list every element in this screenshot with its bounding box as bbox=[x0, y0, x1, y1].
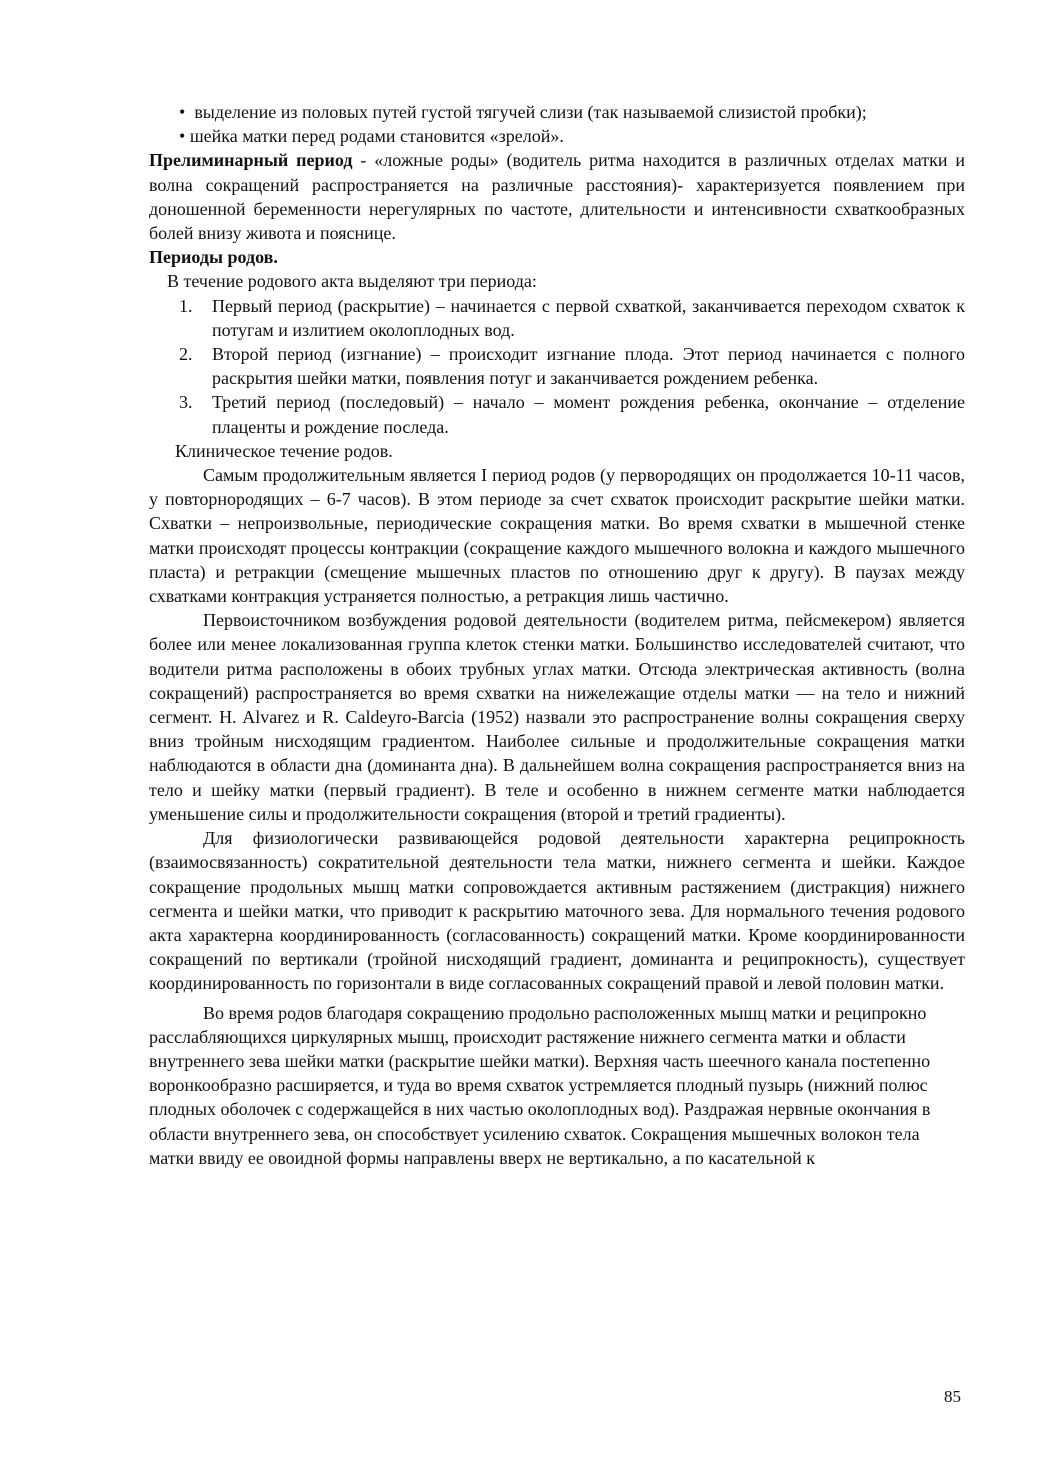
preliminary-period-text: - «ложные роды» (водитель ритма находится в различных отделах матки и волна сокращений распространяется на различные расстояния)- характеризуется появлением при доношенной беременности нерегулярных по частоте, длительности и интенсивности схваткообразных болей внизу живота и пояснице. bbox=[149, 150, 965, 244]
body-paragraph-first-period: Самым продолжительным является I период родов (у первородящих он продолжается 10-11 часов, у повторнородящих – 6-7 часов). В этом периоде за счет схваток происходит раскрытие шейки матки. Схватки – непроизвольные, периодические сокращения матки. Во время схватки в мышечной стенке матки происходят процессы контракции (сокращение каждого мышечного волокна и каждого мышечного пласта) и ретракции (смещение мышечных пластов по отношению друг к другу). В паузах между схватками контракция устраняется полностью, а ретракция лишь частично. bbox=[149, 465, 965, 607]
body-paragraph-pacemaker: Первоисточником возбуждения родовой деятельности (водителем ритма, пейсмекером) является более или менее локализованная группа клеток стенки матки. Большинство исследователей считают, что водители ритма расположены в обоих трубных углах матки. Отсюда электрическая активность (волна сокращений) распространяется во время схватки на нижележащие отделы матки — на тело и нижний сегмент. H. Alvarez и R. Caldeyro-Barcia (1952) назвали это распространение волны сокращения сверху вниз тройным нисходящим градиентом. Наиболее сильные и продолжительные сокращения матки наблюдаются в области дна (доминанта дна). В дальнейшем волна сокращения распространяется вниз на тело и шейку матки (первый градиент). В теле и особенно в нижнем сегменте матки наблюдается уменьшение силы и продолжительности сокращения (второй и третий градиенты). bbox=[149, 610, 965, 824]
period-number: 3. bbox=[179, 392, 193, 413]
preliminary-period-term: Прелиминарный период bbox=[149, 150, 353, 171]
body-paragraph-cervix-dilation: Во время родов благодаря сокращению продольно расположенных мышц матки и реципрокно расслабляющихся циркулярных мышц, происходит растяжение нижнего сегмента матки и области внутреннего зева шейки матки (раскрытие шейки матки). Верхняя часть шеечного канала постепенно воронкообразно расширяется, и туда во время схваток устремляется плодный пузырь (нижний полюс плодных оболочек с содержащейся в них частью околоплодных вод). Раздражая нервные окончания в области внутреннего зева, он способствует усилению схваток. Сокращения мышечных волокон тела матки ввиду ее овоидной формы направлены вверх не вертикально, а по касательной к bbox=[149, 1002, 931, 1168]
period-text: Второй период (изгнание) – происходит изгнание плода. Этот период начинается с полного раскрытия шейки матки, появления потуг и заканчивается рождением ребенка. bbox=[212, 344, 965, 389]
body-paragraph-reciprocity: Для физиологически развивающейся родовой деятельности характерна реципрокность (взаимосвязанность) сократительной деятельности тела матки, нижнего сегмента и шейки. Каждое сокращение продольных мышц матки сопровождается активным растяжением (дистракция) нижнего сегмента и шейки матки, что приводит к раскрытию маточного зева. Для нормального течения родового акта характерна координированность (согласованность) сокращений матки. Кроме координированности сокращений по вертикали (тройной нисходящий градиент, доминанта и реципрокность), существует координированность по горизонтали в виде согласованных сокращений правой и левой половин матки. bbox=[149, 828, 965, 994]
preliminary-period-paragraph bbox=[149, 148, 965, 245]
periods-list bbox=[149, 294, 965, 439]
bullet-marker: • bbox=[179, 102, 186, 122]
period-text: Третий период (последовый) – начало – момент рождения ребенка, окончание – отделение плаценты и рождение последа. bbox=[212, 392, 965, 437]
periods-intro: В течение родового акта выделяют три периода: bbox=[167, 271, 537, 292]
page-content bbox=[149, 100, 965, 1170]
bullet-text: выделение из половых путей густой тягучей слизи (так называемой слизистой пробки); bbox=[194, 102, 867, 122]
periods-heading bbox=[149, 245, 965, 269]
clinical-course-heading: Клиническое течение родов. bbox=[175, 440, 393, 461]
period-text: Первый период (раскрытие) – начинается с первой схваткой, заканчивается переходом схваток к потугам и излитием околоплодных вод. bbox=[212, 295, 965, 340]
page-number: 85 bbox=[944, 1387, 961, 1406]
period-item-second bbox=[149, 342, 965, 390]
period-item-third bbox=[149, 390, 965, 438]
bullet-item-mucus-plug bbox=[149, 100, 965, 124]
periods-heading-text: Периоды родов. bbox=[149, 247, 278, 268]
bullet-item-cervix bbox=[149, 124, 965, 148]
period-number: 1. bbox=[179, 295, 193, 316]
period-item-first bbox=[149, 294, 965, 342]
bullet-marker: • bbox=[179, 126, 186, 147]
bullet-text: шейка матки перед родами становится «зрелой». bbox=[189, 126, 564, 147]
period-number: 2. bbox=[179, 344, 193, 365]
